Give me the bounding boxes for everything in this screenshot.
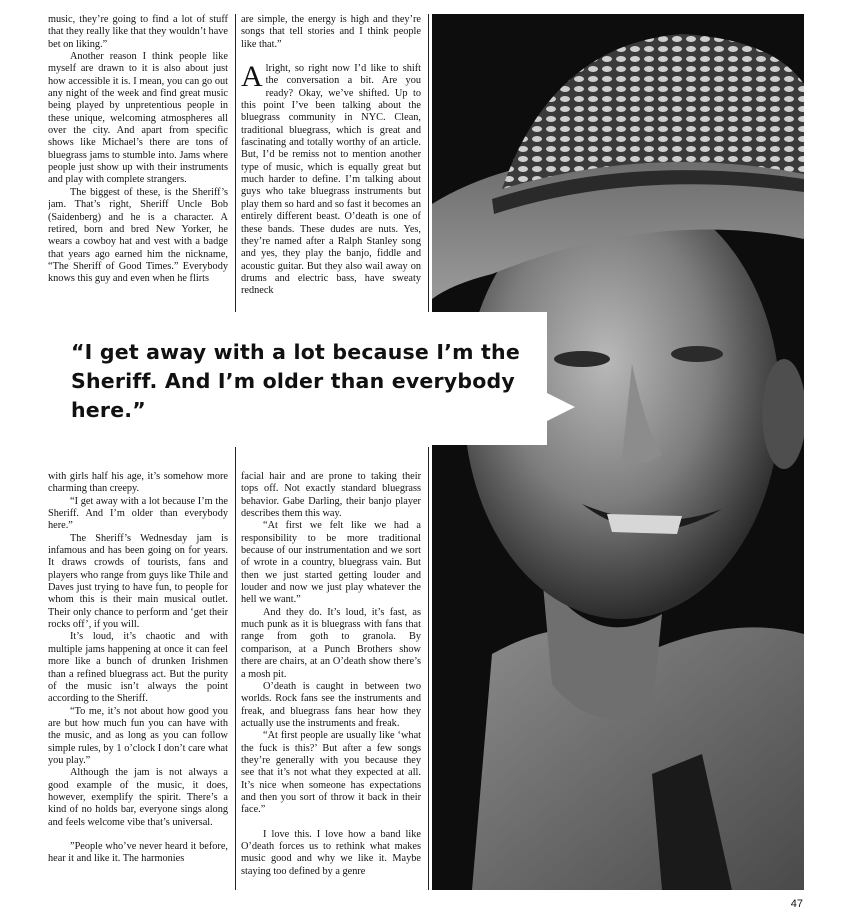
paragraph: “At first people are usually like ‘what the fuck is this?’ But after a few songs they’re generally with you because they see that it’s not what they expected at all. It’s nice when someone has expectations and then you sort of throw it back in their face.” bbox=[241, 730, 421, 816]
pull-quote: “I get away with a lot because I’m the Sheriff. And I’m older than everybody here.” bbox=[71, 340, 520, 422]
portrait-photo-art bbox=[432, 14, 804, 890]
page-number: 47 bbox=[790, 898, 803, 910]
paragraph: Although the jam is not always a good example of the music, it does, however, exemplify the spirit. There’s a kind of no holds bar, everyone sings along and feels welcome vibe that’s universal. bbox=[48, 767, 228, 828]
article-column-2-bottom bbox=[241, 471, 421, 891]
paragraph: are simple, the energy is high and they’re songs that tell stories and I think people like that.” bbox=[241, 14, 421, 50]
column-rule-top-2 bbox=[428, 14, 429, 312]
paragraph: facial hair and are prone to taking their tops off. Not exactly standard bluegrass behavior. Gabe Darling, their banjo player describes them this way. bbox=[241, 471, 421, 520]
paragraph: The biggest of these, is the Sheriff’s jam. That’s right, Sheriff Uncle Bob (Saidenberg) and he is a character. A retired, born and bred New Yorker, he wears a cowboy hat and vest with a badge that years ago earned him the nickname, “The Sheriff of Good Times.” Everybody knows this guy and even when he flirts bbox=[48, 186, 228, 285]
paragraph: “At first we felt like we had a responsibility to be more traditional because of our instrumentation and we sort of wrote in a country, bluegrass vain. But then we just started getting louder and louder and now we just play whatever the hell we want.” bbox=[241, 520, 421, 606]
paragraph: “To me, it’s not about how good you are but how much fun you can have with the music, and as long as you can follow simple rules, by 1 o’clock I don’t care what you play.” bbox=[48, 705, 228, 766]
paragraph: I love this. I love how a band like O’death forces us to rethink what makes music good and why we like it. Maybe staying too defined by a genre bbox=[241, 828, 421, 877]
paragraph: with girls half his age, it’s somehow more charming than creepy. bbox=[48, 471, 228, 495]
article-column-1-bottom bbox=[48, 471, 228, 891]
paragraph: “I get away with a lot because I’m the Sheriff. And I’m older than everybody here.” bbox=[48, 495, 228, 532]
drop-cap: A bbox=[241, 60, 263, 94]
paragraph: And they do. It’s loud, it’s fast, as much punk as it is bluegrass with fans that range from goth to granola. By comparison, at a Punch Brothers show there are chairs, at an O’death show there’s a mosh pit. bbox=[241, 606, 421, 680]
column-rule-bottom-2 bbox=[428, 447, 429, 890]
paragraph-dropcap bbox=[241, 60, 421, 298]
article-column-2-top bbox=[241, 14, 421, 312]
pull-quote-box bbox=[56, 312, 547, 445]
column-rule-top bbox=[235, 14, 236, 312]
paragraph: music, they’re going to find a lot of stuff that they really like that they wouldn’t have bet on liking.” bbox=[48, 14, 228, 50]
article-column-1-top bbox=[48, 14, 228, 312]
paragraph: O’death is caught in between two worlds. Rock fans see the instruments and freak, and bluegrass fans hear how they actually use the instruments and freak. bbox=[241, 680, 421, 729]
paragraph-text: lright, so right now I’d like to shift the conversation a bit. Are you ready? Okay, we’ve shifted. Up to this point I’ve been talking about the bluegrass community in NYC. Clean, traditional bluegrass, which is great and fascinating and totally worthy of an article. But, I’d be remiss not to mention another type of music, which is equally great but much harder to define. I’m talking about guys who take bluegrass instruments but play them so hard and so fast it becomes an entirely different beast. O’death is one of these bands. These dudes are nuts. Yes, they’re named after a Ralph Stanley song and yes, they play the banjo, fiddle and acoustic guitar. But they also wail away on drums and electric bass, have sweaty redneck bbox=[241, 63, 421, 297]
paragraph: It’s loud, it’s chaotic and with multiple jams happening at once it can feel more like a bunch of drunken Irishmen than a refined bluegrass act. But the purity of the music isn’t always the point according to the Sheriff. bbox=[48, 631, 228, 705]
column-rule-bottom bbox=[235, 447, 236, 890]
pull-quote-notch bbox=[545, 392, 585, 422]
paragraph: ”People who’ve never heard it before, hear it and like it. The harmonies bbox=[48, 840, 228, 865]
paragraph: Another reason I think people like myself are drawn to it is also about just how accessible it is. I mean, you can go out any night of the week and find great music being played by unpretentious people in these unique, welcoming atmospheres all over the city. And apart from specific shows like Michael’s there are tons of bluegrass jams to stumble into. Jams where people just show up with their instruments and play with complete strangers. bbox=[48, 51, 228, 186]
portrait-photo bbox=[432, 14, 804, 890]
paragraph: The Sheriff’s Wednesday jam is infamous and has been going on for years. It draws crowds of tourists, fans and players who range from guys like Thile and Daves just trying to have fun, to people for whom this is their main musical outlet. Their only chance to perform and ‘get their rocks off’, if you will. bbox=[48, 532, 228, 631]
